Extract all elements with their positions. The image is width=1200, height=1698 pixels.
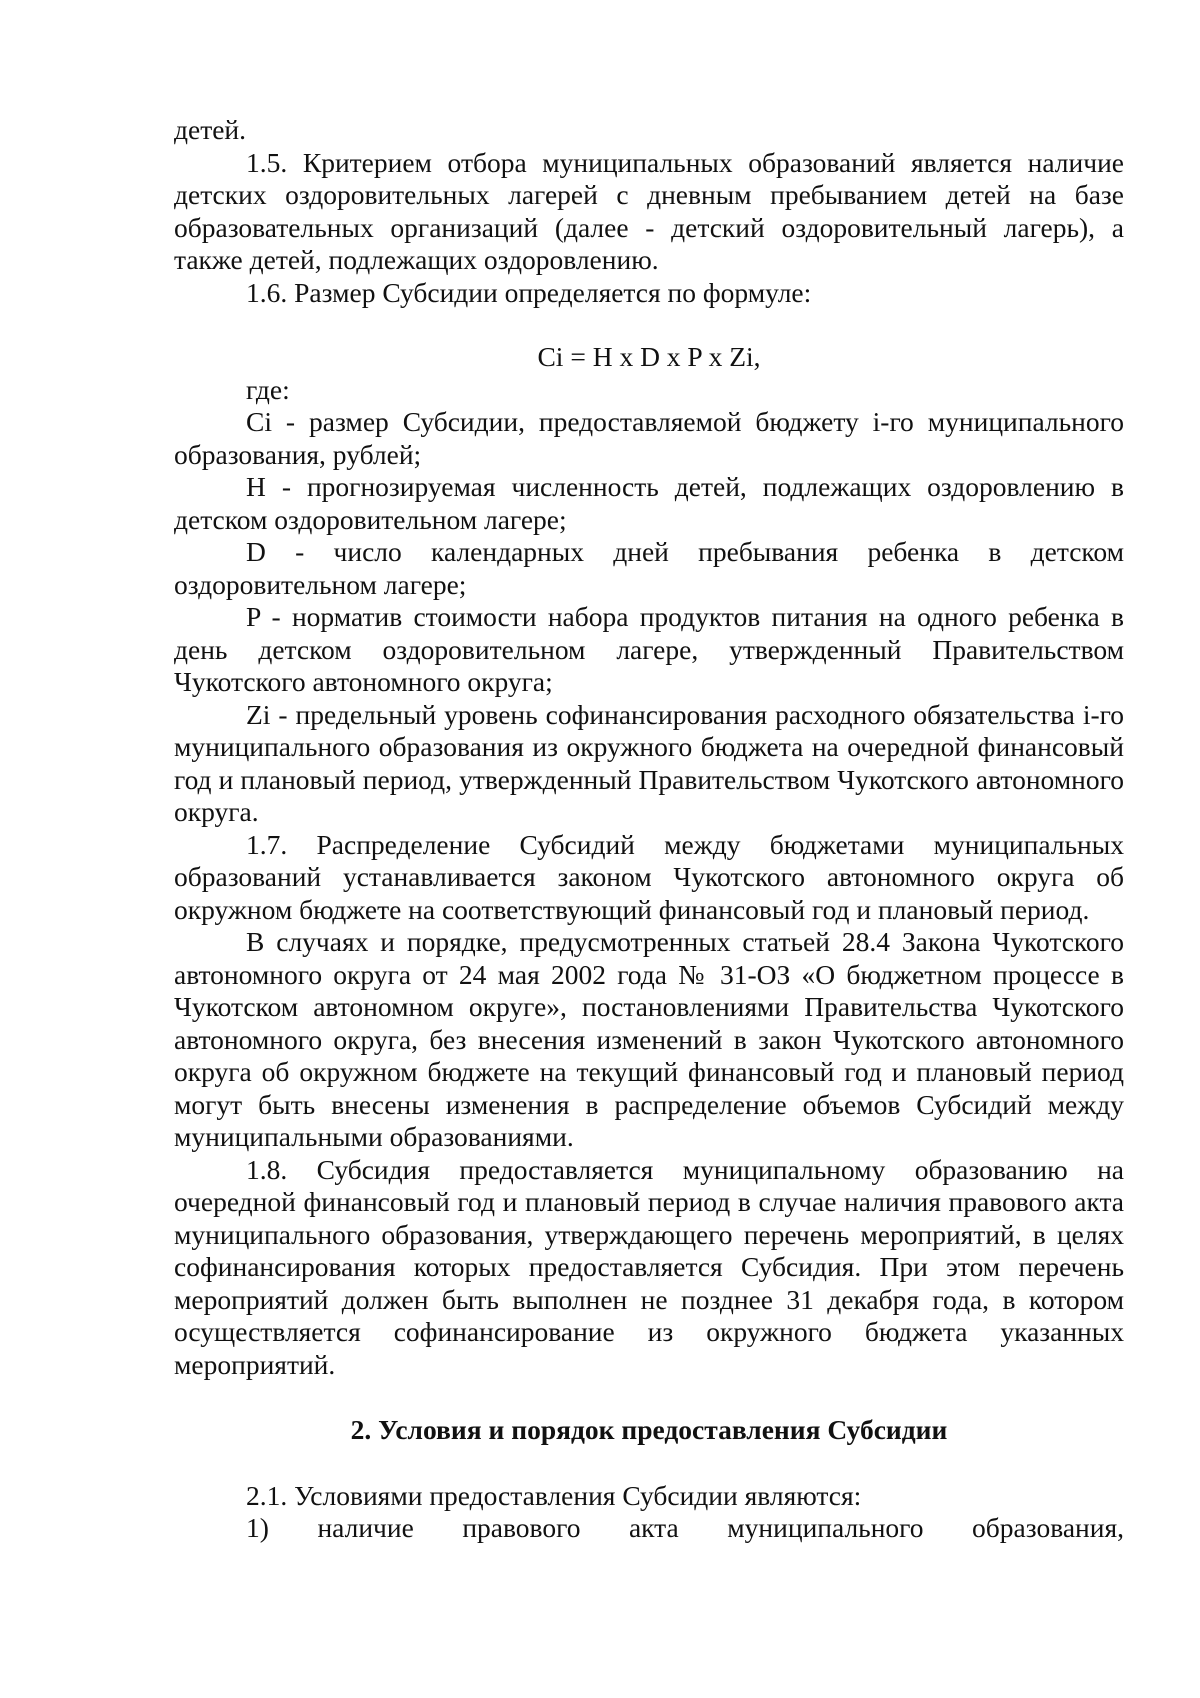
paragraph-2-1: 2.1. Условиями предоставления Субсидии являются: bbox=[246, 1479, 862, 1511]
formula: Ci = H x D x P x Zi, bbox=[537, 341, 761, 372]
paragraph-d-definition: D - число календарных дней пребывания ребенка в детском оздоровительном лагере; bbox=[174, 536, 1124, 600]
paragraph-where: где: bbox=[246, 373, 290, 405]
section-heading-2: 2. Условия и порядок предоставления Субсидии bbox=[350, 1414, 948, 1445]
paragraph-1-7: 1.7. Распределение Субсидий между бюджетами муниципальных образований устанавливается законом Чукотского автономного округа об окружном бюджете на соответствующий финансовый год и плановый период. bbox=[174, 828, 1124, 925]
paragraph-zi-definition: Zi - предельный уровень софинансирования расходного обязательства i-го муниципального образования из окружного бюджета на очередной финансовый год и плановый период, утвержденный Правительством Чукотского автономного округа. bbox=[174, 698, 1124, 827]
paragraph-cases: В случаях и порядке, предусмотренных статьей 28.4 Закона Чукотского автономного округа от 24 мая 2002 года № 31-ОЗ «О бюджетном процессе в Чукотском автономном округе», постановлениями Правительства Чукотского автономного округа, без внесения изменений в закон Чукотского автономного округа об окружном бюджете на текущий финансовый год и плановый период могут быть внесены изменения в распределение объемов Субсидий между муниципальными образованиями. bbox=[174, 926, 1124, 1152]
paragraph-1-8: 1.8. Субсидия предоставляется муниципальному образованию на очередной финансовый год и плановый период в случае наличия правового акта муниципального образования, утверждающего перечень мероприятий, в целях софинансирования которых предоставляется Субсидия. При этом перечень мероприятий должен быть выполнен не позднее 31 декабря года, в котором осуществляется софинансирование из окружного бюджета указанных мероприятий. bbox=[174, 1153, 1124, 1380]
paragraph-h-definition: H - прогнозируемая численность детей, подлежащих оздоровлению в детском оздоровительном лагере; bbox=[174, 471, 1124, 535]
paragraph-2-1-item-1: 1) наличие правового акта муниципального образования, bbox=[246, 1512, 1124, 1543]
paragraph-ci-definition: Ci - размер Субсидии, предоставляемой бюджету i-го муниципального образования, рублей; bbox=[174, 406, 1124, 470]
paragraph-p-definition: P - норматив стоимости набора продуктов питания на одного ребенка в день детском оздоровительном лагере, утвержденный Правительством Чукотского автономного округа; bbox=[174, 601, 1124, 697]
paragraph-intro-tail: детей. bbox=[174, 114, 247, 145]
paragraph-1-6: 1.6. Размер Субсидии определяется по формуле: bbox=[246, 276, 812, 308]
document-body bbox=[174, 114, 1124, 1545]
paragraph-1-5: 1.5. Критерием отбора муниципальных образований является наличие детских оздоровительных лагерей с дневным пребыванием детей на базе образовательных организаций (далее - детский оздоровительный лагерь), а также детей, подлежащих оздоровлению. bbox=[174, 146, 1124, 275]
